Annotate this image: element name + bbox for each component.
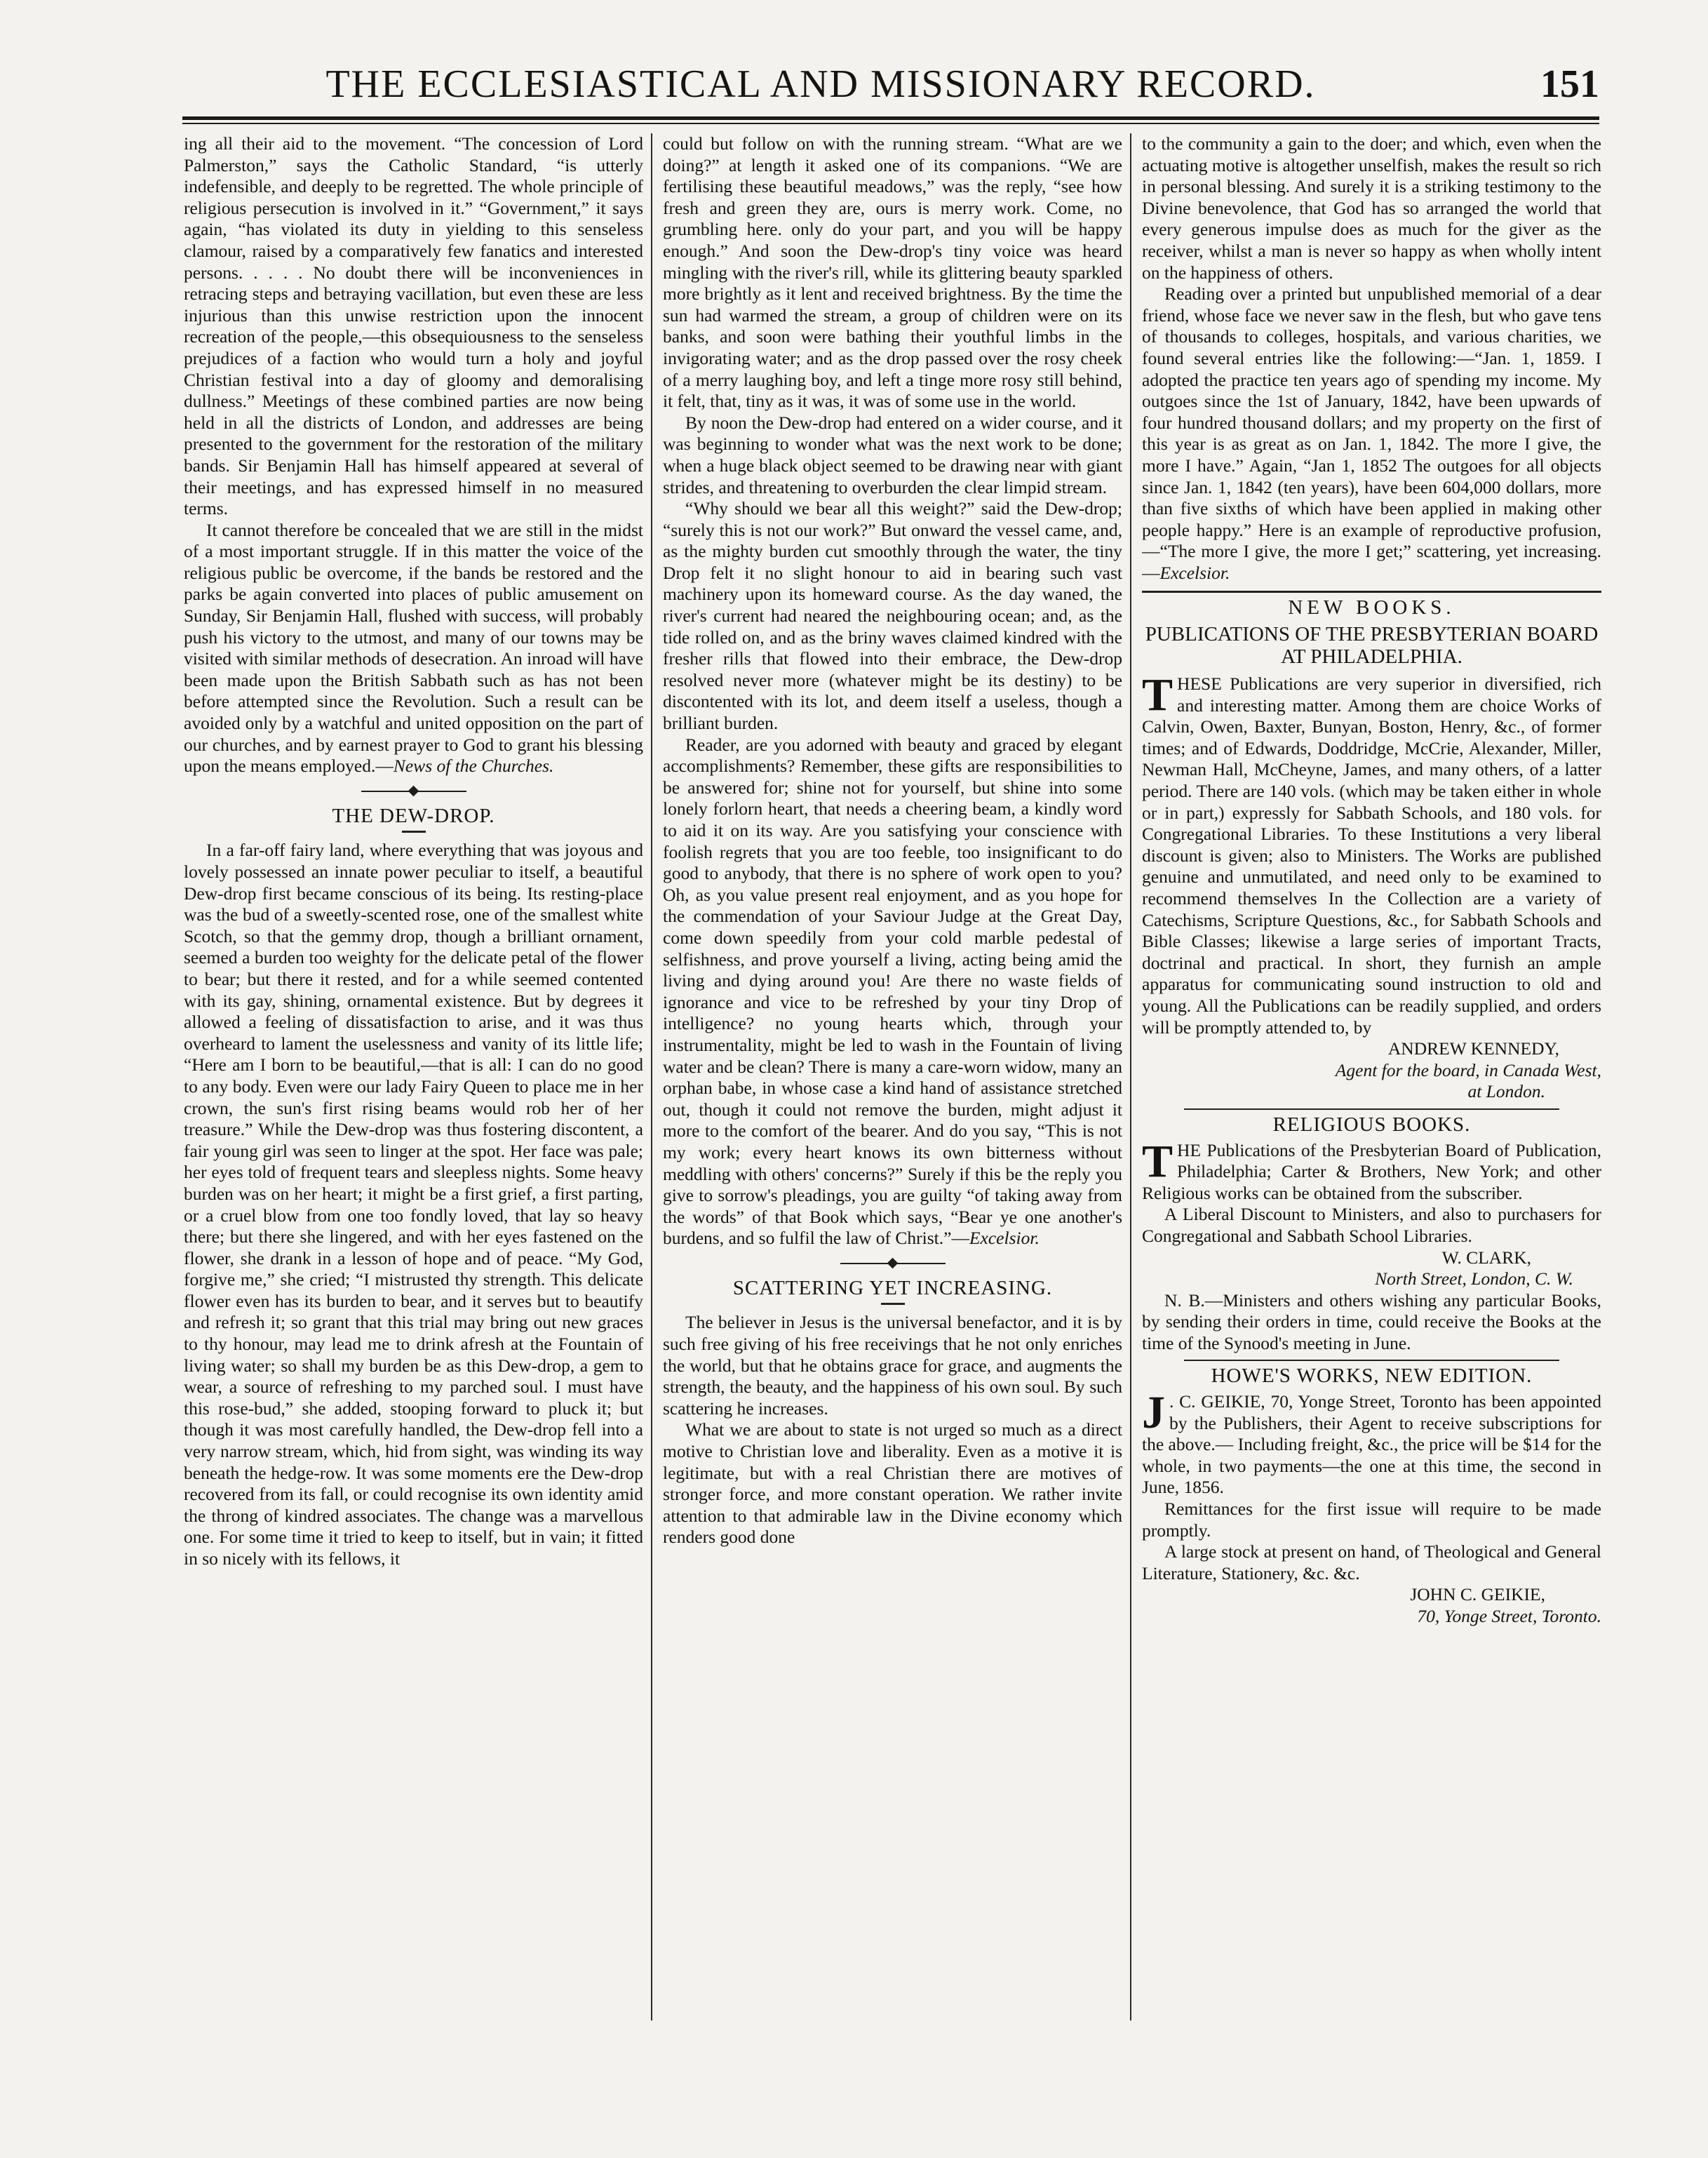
source-credit: Excelsior. — [969, 1228, 1040, 1249]
ornament-divider — [840, 1259, 946, 1268]
column-divider — [1130, 133, 1131, 2020]
advert-title: HOWE'S WORKS, NEW EDITION. — [1211, 1365, 1533, 1388]
paragraph: ing all their aid to the movement. “The concession of Lord Palmerston,” says the Catholic Standard, “is utterly indefensible, and deeply to be regretted. The whole principle of religious persecution is involved in it.” “Government,” it says again, “has violated its duty in yielding to this senseless clamour, raised by a comparatively few fanatics and interested persons. . . . . No doubt there will be inconveniences in retracing steps and betraying vacillation, but even these are less injurious than this unwise restriction upon the innocent recreation of the people,—this obsequiousness to the senseless prejudices of a faction who would turn a holy and joyful Christian festival into a day of gloomy and demoralising dullness.” Meetings of these combined parties are now being held in all the districts of London, and addresses are being presented to the government for the restoration of the military bands. Sir Benjamin Hall has himself appeared at several of their meetings, and has expressed himself in no measured terms. — [184, 133, 643, 519]
signature-line: at London. — [1467, 1081, 1545, 1102]
column-3 — [1142, 133, 1601, 2020]
paragraph: Reader, are you adorned with beauty and graced by elegant accomplishments? Remember, these gifts are responsibilities to be answered for; shine not for yourself, but shine into some lonely forlorn heart, that needs a cheering beam, a kindly word to aid it on its way. Are you satisfying your conscience with foolish regrets that you are too feeble, too insignificant to do good to anybody, that there is no sphere of work open to you? Oh, as you value present real enjoyment, and as you hope for the commendation of your Saviour Judge at the Great Day, come down speedily from your cold marble pedestal of selfishness, and prove yourself a living, acting being amid the living and dying around you! Are there no waste fields of ignorance and vice to be refreshed by your tiny Drop of intelligence? no young hearts which, through your instrumentality, might be led to wash in the Fountain of living water and be clean? There is many a care-worn widow, many an orphan babe, in whose case a kind hand of assistance stretched out, though it could not remove the burden, might adjust it more to the comfort of the bearer. And do you say, “This is not my work; every heart knows its own bitterness without meddling with others' concerns?” Surely if this be the reply you give to sorrow's pleadings, you are guilty “of taking away from the words” of that Book which says, “Bear ye one another's burdens, and so fulfil the law of Christ.”—Excelsior. — [663, 734, 1122, 1249]
paragraph: could but follow on with the running stream. “What are we doing?” at length it asked one of its companions. “We are fertilising these beautiful meadows,” was the reply, “see how fresh and green they are, ours is merry work. Come, no grumbling here. only do your part, and you will be happy enough.” And soon the Dew-drop's tiny voice was heard mingling with the river's rill, while its glittering beauty sparkled more brightly as it lent and received brightness. By the time the sun had warmed the stream, a group of children were on its banks, and soon were bathing their youthful limbs in the invigorating water; and as the drop passed over the rosy cheek of a merry laughing boy, and left a tinge more rosy still behind, it felt, that, tiny as it was, it was of some use in the world. — [663, 133, 1122, 412]
paragraph: to the community a gain to the doer; and which, even when the actuating motive is altogether unselfish, makes the result so rich in personal blessing. And surely it is a striking testimony to the Divine benevolence, that God has so arranged the world that every generous impulse does as much for the giver as the receiver, whilst a man is never so happy as when wholly intent on the happiness of others. — [1142, 133, 1601, 283]
title-dash — [881, 1303, 905, 1305]
paragraph: What we are about to state is not urged so much as a direct motive to Christian love and liberality. Even as a motive it is legitimate, but with a real Christian there are motives of stronger force, and more constant operation. We rather invite attention to that admirable law in the Divine economy which renders good done — [663, 1419, 1122, 1548]
advert-body: THE Publications of the Presbyterian Board of Publication, Philadelphia; Carter & Brothers, New York; and other Religious works can be obtained from the subscriber. — [1142, 1135, 1601, 1203]
paragraph: The believer in Jesus is the universal benefactor, and it is by such free giving of his free receivings that he not only enriches the world, but that he obtains grace for grace, and augments the strength, the beauty, and the happiness of his own soul. By such scattering he increases. — [663, 1312, 1122, 1419]
advert-body: THESE Publications are very superior in diversified, rich and interesting matter. Among them are choice Works of Calvin, Owen, Baxter, Bunyan, Boston, Henry, &c., of former times; and of Edwards, Doddridge, McCrie, Alexander, Miller, Newman Hall, McCheyne, James, and many others, of a latter period. There are 140 vols. (which may be taken either in whole or in part,) expressly for Sabbath Schools, and 180 vols. for Congregational Libraries. To these Institutions a very liberal discount is given; also to Ministers. The Works are published genuine and unmutilated, and need only to be examined to recommend themselves In the Collection are a variety of Catechisms, Scripture Questions, &c., for Sabbath Schools and Bible Classes; likewise a large series of important Tracts, doctrinal and practical. In short, they furnish an ample apparatus for communicating sound instruction to old and young. All the Publications can be readily supplied, and orders will be promptly attended to, by — [1142, 669, 1601, 1038]
paragraph: N. B.—Ministers and others wishing any particular Books, by sending their orders in time, could receive the Books at the time of the Synood's meeting in June. — [1142, 1289, 1601, 1353]
article-title: THE DEW-DROP. — [332, 804, 495, 827]
advert-body: J . C. GEIKIE, 70, Yonge Street, Toronto has been appointed by the Publishers, their Agent to receive subscriptions for the above.— Including freight, &c., the price will be $14 for the whole, in two payments—the one at this time, the second in June, 1856. — [1142, 1387, 1601, 1498]
header-rule-thin — [182, 123, 1599, 124]
section-rule — [1184, 1360, 1559, 1361]
signature-name: JOHN C. GEIKIE, — [1410, 1584, 1545, 1605]
column-1 — [184, 133, 643, 2020]
masthead — [182, 62, 1599, 111]
header-rule — [182, 116, 1599, 120]
signature-line: 70, Yonge Street, Toronto. — [1417, 1606, 1601, 1626]
page-number: 151 — [1540, 62, 1599, 106]
advert-title: RELIGIOUS BOOKS. — [1272, 1113, 1471, 1136]
paragraph: A Liberal Discount to Ministers, and also to purchasers for Congregational and Sabbath School Libraries. — [1142, 1204, 1601, 1246]
source-credit: Excelsior. — [1159, 562, 1230, 583]
paragraph: “Why should we bear all this weight?” said the Dew-drop; “surely this is not our work?” But onward the vessel came, and, as the mighty burden cut smoothly through the water, the tiny Drop felt it no slight honour to aid in bearing such vast machinery upon its homeward course. As the day waned, the river's current had neared the neighbouring ocean; and, as the tide rolled on, and as the briny waves claimed kindred with the fresher rills that flowed into their embrace, the Dew-drop resolved never more (whatever might be its destiny) to be discontented with its lot, and deem itself a useless, though a brilliant burden. — [663, 498, 1122, 734]
signature-name: ANDREW KENNEDY, — [1387, 1038, 1559, 1059]
source-credit: News of the Churches. — [393, 756, 554, 777]
paragraph: A large stock at present on hand, of Theological and General Literature, Stationery, &c. &c. — [1142, 1541, 1601, 1583]
drop-cap: T — [1142, 1135, 1174, 1187]
ornament-divider — [361, 787, 466, 796]
paragraph: It cannot therefore be concealed that we are still in the midst of a most important struggle. If in this matter the voice of the religious public be overcome, if the bands be restored and the parks be again converted into places of public amusement on Sunday, Sir Benjamin Hall, flushed with success, will probably push his victory to the utmost, and many of our towns may be visited with similar methods of desecration. An inroad will have been made upon the British Sabbath such as has not been before attempted since the Revolution. Such a result can be avoided only by a watchful and united opposition on the part of our churches, and by earnest prayer to God to grant his blessing upon the means employed.—News of the Churches. — [184, 519, 643, 777]
signature-line: Agent for the board, in Canada West, — [1335, 1059, 1601, 1080]
advert-title: PUBLICATIONS OF THE PRESBYTERIAN BOARD AT PHILADELPHIA. — [1145, 623, 1599, 669]
paragraph: Reading over a printed but unpublished memorial of a dear friend, whose face we never saw in the flesh, but who gave tens of thousands to colleges, hospitals, and various charities, we found several entries like the following:—“Jan. 1, 1859. I adopted the practice ten years ago of spending my income. My outgoes since the 1st of January, 1842, have been upwards of four hundred thousand dollars; and my property on the first of this year is as great as on Jan. 1, 1842. The more I give, the more I have.” Again, “Jan 1, 1852 The outgoes for all objects since Jan. 1, 1842 (ten years), have been 604,000 dollars, more than five sixths of which have been applied in making other people happy.” Here is an example of reproductive profusion,—“The more I give, the more I get;” scattering, yet increasing.—Excelsior. — [1142, 283, 1601, 583]
signature-name: W. CLARK, — [1441, 1247, 1531, 1268]
paragraph: Remittances for the first issue will require to be made promptly. — [1142, 1499, 1601, 1541]
section-rule — [1184, 1108, 1559, 1110]
page-title: THE ECCLESIASTICAL AND MISSIONARY RECORD. — [325, 62, 1316, 106]
title-dash — [402, 831, 426, 833]
paragraph: In a far-off fairy land, where everything that was joyous and lovely possessed an innate power peculiar to itself, a beautiful Dew-drop first became conscious of its being. Its resting-place was the bud of a sweetly-scented rose, one of the smallest white Scotch, so that the gemmy drop, though a brilliant ornament, seemed a burden too weighty for the delicate petal of the flower to bear; but there it rested, and for a while seemed contented with its gay, shining, ornamental existence. But by degrees it allowed a feeling of dissatisfaction to arise, and it was thus overheard to lament the uselessness and vanity of its little life; “Here am I born to be beautiful,—that is all: I can do no good to any body. Even were our lady Fairy Queen to place me in her crown, the sun's first rising beams would rob her of her treasure.” While the Dew-drop was thus fostering discontent, a fair young girl was seen to linger at the spot. Her face was pale; her eyes told of frequent tears and sleepless nights. Some heavy burden was on her heart; it might be a first grief, a first parting, or a cruel blow from one too fondly loved, that lay so heavy there; but there she lingered, and with her eyes fastened on the flower, she drank in a lesson of hope and of peace. “My God, forgive me,” she cried; “I mistrusted thy strength. This delicate flower even has its burden to bear, and it serves but to beautify and refresh it; so grant that this trial may bring out new graces to thy honour, may lead me to drink afresh at the Fountain of living water; so shall my burden be as this Dew-drop, a gem to wear, a source of refreshing to my parched soul. I must have this rose-bud,” she added, stooping forward to pluck it; but though it was most carefully handled, the Dew-drop fell into a very narrow stream, which, hid from sight, was winding its way beneath the hedge-row. It was some moments ere the Dew-drop recovered from its fall, or could recognise its own identity amid the throng of kindred associates. The change was a marvellous one. For some time it tried to keep to itself, but in vain; it fitted in so nicely with its fellows, it — [184, 840, 643, 1569]
section-rule — [1142, 591, 1601, 593]
column-2 — [663, 133, 1122, 2020]
drop-cap: T — [1142, 669, 1174, 721]
paragraph: By noon the Dew-drop had entered on a wider course, and it was beginning to wonder what was the next work to be done; when a huge black object seemed to be drawing near with giant strides, and threatening to overburden the clear limpid stream. — [663, 412, 1122, 497]
column-divider — [651, 133, 652, 2020]
article-title: SCATTERING YET INCREASING. — [732, 1276, 1053, 1299]
section-title: NEW BOOKS. — [1288, 596, 1455, 619]
signature-line: North Street, London, C. W. — [1375, 1268, 1573, 1289]
drop-cap: J — [1142, 1387, 1165, 1439]
